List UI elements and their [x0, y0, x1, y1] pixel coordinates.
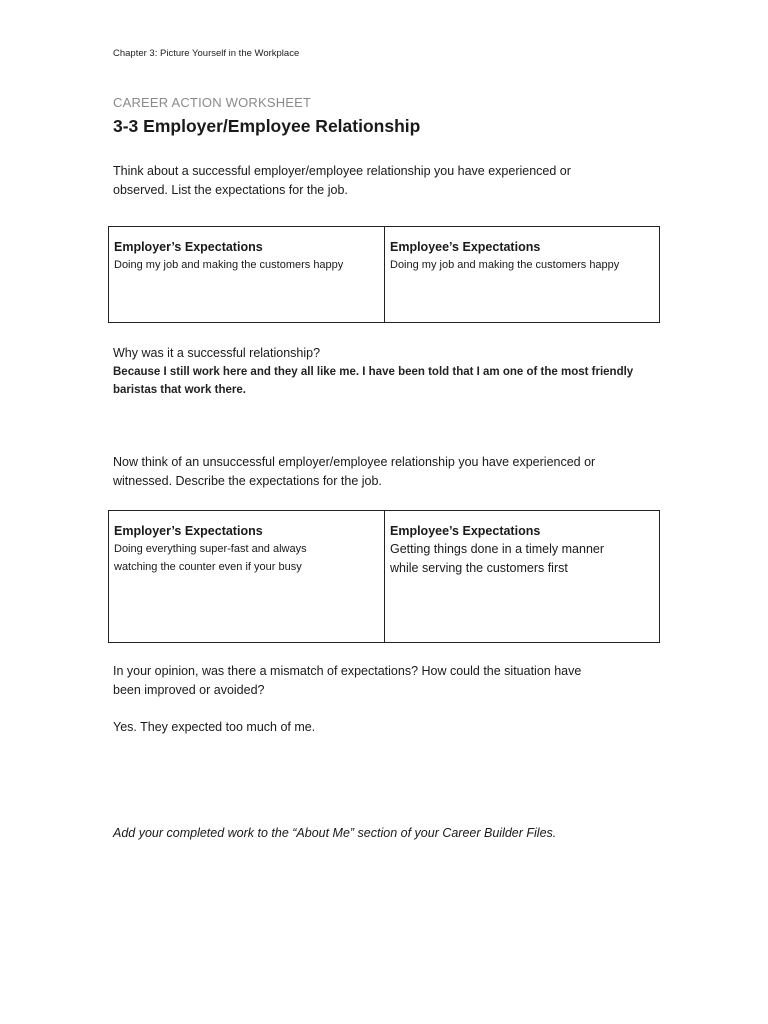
section2-question-line2: been improved or avoided?: [113, 683, 265, 697]
footer-instruction: Add your completed work to the “About Me” section of your Career Builder Files.: [113, 826, 557, 840]
employee-expectations-heading-2: Employee’s Expectations: [390, 524, 541, 538]
section1-answer-line1: Because I still work here and they all like me. I have been told that I am one of the most friendly: [113, 366, 634, 378]
section2-question: [113, 662, 673, 700]
employer-expectations-line1: Doing everything super-fast and always: [114, 543, 307, 555]
section2-answer: Yes. They expected too much of me.: [113, 720, 316, 734]
employer-expectations-heading-2: Employer’s Expectations: [114, 524, 263, 538]
worksheet-title: 3-3 Employer/Employee Relationship: [113, 116, 421, 136]
employer-expectations-line2: watching the counter even if your busy: [114, 561, 302, 573]
successful-expectations-table: [108, 226, 660, 323]
employer-expectations-cell-2: [109, 511, 384, 642]
section1-answer: [113, 363, 673, 399]
employer-expectations-text-2: [114, 540, 379, 576]
section2-prompt: [113, 453, 673, 491]
section1-prompt-line2: observed. List the expectations for the job.: [113, 183, 348, 197]
section1-answer-line2: baristas that work there.: [113, 384, 246, 396]
employee-expectations-cell: [384, 227, 659, 322]
employer-expectations-heading: Employer’s Expectations: [114, 240, 263, 254]
employee-expectations-text: Doing my job and making the customers happy: [390, 259, 620, 271]
section2-prompt-line1: Now think of an unsuccessful employer/employee relationship you have experienced or: [113, 455, 596, 469]
chapter-header: Chapter 3: Picture Yourself in the Workplace: [113, 48, 300, 59]
section2-prompt-line2: witnessed. Describe the expectations for the job.: [113, 474, 382, 488]
section2-question-line1: In your opinion, was there a mismatch of expectations? How could the situation have: [113, 664, 582, 678]
section1-prompt-line1: Think about a successful employer/employee relationship you have experienced or: [113, 164, 571, 178]
employee-expectations-line1: Getting things done in a timely manner: [390, 542, 605, 556]
employer-expectations-text: Doing my job and making the customers happy: [114, 259, 344, 271]
employee-expectations-text-2: [390, 540, 654, 578]
section1-prompt: [113, 162, 673, 200]
section1-question: Why was it a successful relationship?: [113, 346, 321, 360]
employer-expectations-cell: [109, 227, 384, 322]
worksheet-label: CAREER ACTION WORKSHEET: [113, 95, 312, 110]
employee-expectations-line2: while serving the customers first: [390, 561, 568, 575]
employee-expectations-cell-2: [384, 511, 659, 642]
employee-expectations-heading: Employee’s Expectations: [390, 240, 541, 254]
unsuccessful-expectations-table: [108, 510, 660, 643]
